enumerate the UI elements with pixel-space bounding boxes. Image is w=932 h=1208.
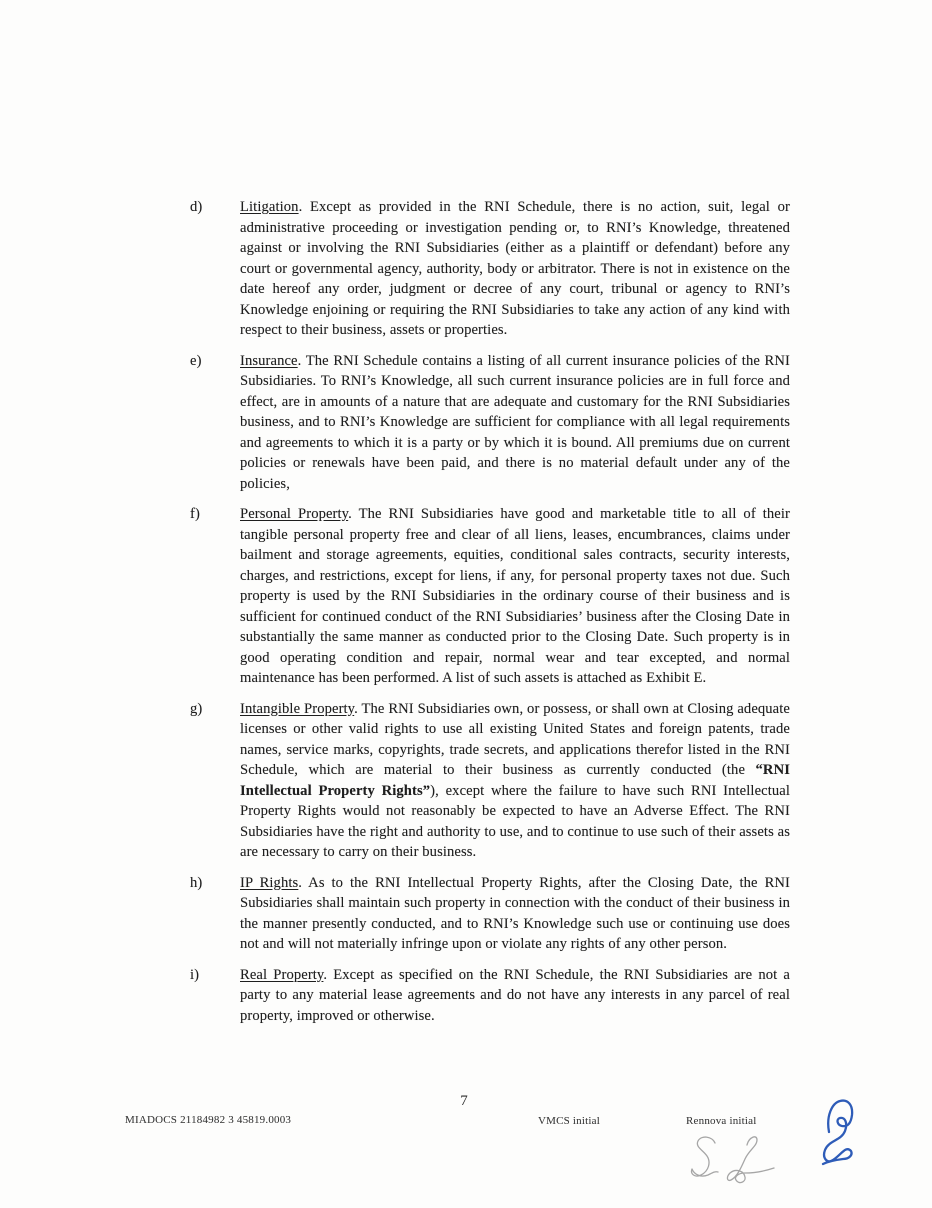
paragraph-term: Intangible Property bbox=[240, 700, 355, 717]
paragraph-segment: . Except as provided in the RNI Schedule, there is no action, suit, legal or administrative proceeding or investigation pending or, to RNI’s Knowledge, threatened against or involving the RNI Subsidiaries (either as a plaintiff or defendant) before any court or governmental agency, authority, body or arbitrator. There is not in existence on the date hereof any order, judgment or decree of any court, tribunal or agency to RNI’s Knowledge enjoining or requiring the RNI Subsidiaries to take any action of any kind with respect to their business, assets or properties. bbox=[240, 199, 790, 338]
defined-term-bold: “RNI Intellectual Property Rights” bbox=[240, 762, 790, 799]
paragraph-text bbox=[240, 351, 790, 495]
paragraph bbox=[190, 965, 792, 1027]
footer-rennova-initial-label: Rennova initial bbox=[686, 1115, 757, 1127]
paragraph-segment: . Except as specified on the RNI Schedule, the RNI Subsidiaries are not a party to any material lease agreements and do not have any interests in any parcel of real property, improved or otherwise. bbox=[240, 966, 790, 1024]
paragraph-label: f) bbox=[190, 506, 200, 522]
paragraph-term: Insurance bbox=[240, 352, 298, 369]
footer-vmcs-initial-label: VMCS initial bbox=[538, 1115, 600, 1127]
paragraph-text bbox=[240, 699, 790, 863]
paragraph bbox=[190, 197, 792, 341]
paragraph bbox=[190, 699, 792, 863]
paragraph-segment: . As to the RNI Intellectual Property Rights, after the Closing Date, the RNI Subsidiaries shall maintain such property in connection with the conduct of their business in the manner presently conducted, and to RNI’s Knowledge such use or continuing use does not and will not materially infringe upon or violate any rights of any other person. bbox=[240, 874, 790, 952]
blue-scribble-signature-icon bbox=[816, 1096, 864, 1176]
paragraph-text bbox=[240, 504, 790, 689]
paragraph-label: e) bbox=[190, 352, 202, 369]
paragraph-segment: ), except where the failure to have such RNI Intellectual Property Rights would not reasonably be expected to have an Adverse Effect. The RNI Subsidiaries have the right and authority to use, and to continue to use such of their assets as are necessary to carry on their business. bbox=[240, 782, 791, 860]
paragraph-label: h) bbox=[190, 874, 203, 891]
paragraph-segment: . The RNI Subsidiaries own, or possess, or shall own at Closing adequate licenses or other valid rights to use all existing United States and foreign patents, trade names, service marks, copyrights, trade secrets, and applications therefor listed in the RNI Schedule, which are material to their business as currently conducted (the bbox=[240, 700, 790, 778]
paragraph bbox=[190, 504, 792, 689]
paragraph-label: i) bbox=[190, 966, 200, 983]
paragraph-term: IP Rights bbox=[240, 874, 299, 891]
paragraph-segment: . The RNI Subsidiaries have good and marketable title to all of their tangible personal property free and clear of all liens, leases, encumbrances, claims under bailment and storage agreements, equities, conditional sales contracts, security interests, charges, and restrictions, except for liens, if any, for personal property taxes not due. Such property is used by the RNI Subsidiaries in the ordinary course of their business and is sufficient for continued conduct of the RNI Subsidiaries’ business after the Closing Date in substantially the same manner as conducted prior to the Closing Date. Such property is in good operating condition and repair, normal wear and tear excepted, and normal maintenance has been performed. A list of such assets is attached as Exhibit E. bbox=[240, 506, 790, 686]
footer-doc-id: MIADOCS 21184982 3 45819.0003 bbox=[125, 1114, 292, 1126]
paragraph-term: Personal Property bbox=[240, 506, 349, 522]
paragraph bbox=[190, 351, 792, 495]
paragraph bbox=[190, 873, 792, 955]
paragraph-label: d) bbox=[190, 199, 203, 215]
page-number: 7 bbox=[460, 1093, 468, 1109]
rennova-initials-signature bbox=[688, 1132, 780, 1201]
paragraph-term: Real Property bbox=[240, 966, 324, 983]
paragraph-term: Litigation bbox=[240, 199, 299, 215]
handwritten-sl-initials-icon bbox=[688, 1132, 780, 1196]
document-body bbox=[190, 197, 792, 1036]
blue-ink-signature bbox=[816, 1096, 864, 1181]
paragraph-segment: . The RNI Schedule contains a listing of all current insurance policies of the RNI Subsidiaries. To RNI’s Knowledge, all such current insurance policies are in full force and effect, are in amounts of a nature that are adequate and customary for the RNI Subsidiaries business, and to RNI’s Knowledge are sufficient for compliance with all legal requirements and agreements to which it is a party or by which it is bound. All premiums due on current policies or renewals have been paid, and there is no material default under any of the policies, bbox=[240, 352, 790, 492]
paragraph-text bbox=[240, 873, 790, 955]
paragraph-text bbox=[240, 965, 790, 1027]
paragraph-label: g) bbox=[190, 700, 203, 717]
paragraph-text bbox=[240, 197, 790, 341]
